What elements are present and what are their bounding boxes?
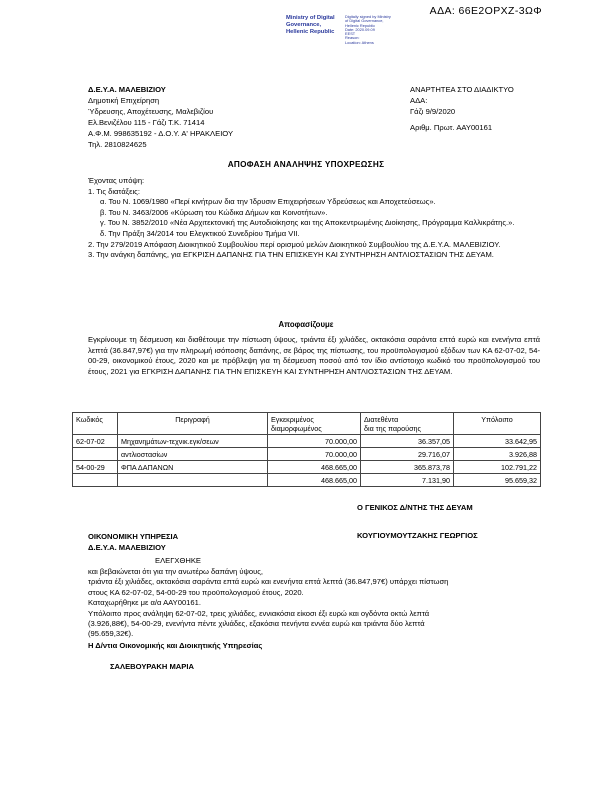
signature-detail-line: of Digital Governance, bbox=[345, 18, 384, 24]
organization-line: Τηλ. 2810824625 bbox=[88, 140, 147, 149]
decision-body: Εγκρίνουμε τη δέσμευση και διαθέτουμε την πίστωση ύψους, τριάντα έξι χιλιάδες, οκτακόσια σαράντα επτά ευρώ και ενενήντα επτά λεπτά (36.847,97€) για την πληρωμή ισόποσης δαπάνης, σε βάρος της πίστωσης, του προϋπολογισμού εξόδων των ΚΑ 62-07-02, 54-00-29, οικονομικού έτους, 2020 και με πρόβλεψη για τη δέσμευση ποσού από τον ίδιο αντίστοιχο κωδικό του προϋπολογισμού του έτους, 2021 για ΕΓΚΡΙΣΗ ΔΑΠΑΝΗΣ ΓΙΑ ΤΗΝ ΕΠΙΣΚΕΥΗ ΚΑΙ ΣΥΝΤΗΡΗΣΗ ΑΝΤΛΙΟΣΤΑΣΙΩΝ ΤΗΣ ΔΕΥΑΜ. bbox=[88, 335, 540, 376]
table-row bbox=[73, 474, 541, 487]
protocol-number: Αριθμ. Πρωτ. ΑΑΥ00161 bbox=[410, 123, 493, 132]
table-row bbox=[73, 435, 541, 448]
verification-line: στους ΚΑ 62-07-02, 54-00-29 του προϋπολογισμού έτους, 2020. bbox=[88, 587, 304, 597]
having-regard-label: Έχοντας υπόψη: bbox=[88, 176, 145, 185]
document-title: ΑΠΟΦΑΣΗ ΑΝΑΛΗΨΗΣ ΥΠΟΧΡΕΩΣΗΣ bbox=[227, 160, 385, 169]
cell-description bbox=[118, 474, 268, 487]
finance-department-line: Δ.Ε.Υ.Α. ΜΑΛΕΒΙΖΙΟΥ bbox=[88, 543, 166, 552]
organization-line: Α.Φ.Μ. 998635192 - Δ.Ο.Υ. Α' ΗΡΑΚΛΕΙΟΥ bbox=[88, 129, 234, 138]
verification-block bbox=[88, 567, 548, 640]
provision-b: β. Του Ν. 3463/2006 «Κύρωση του Κώδικα Δήμων και Κοινοτήτων». bbox=[100, 207, 328, 217]
preamble bbox=[88, 176, 540, 261]
finance-director-title: Η Δ/ντια Οικονομικής και Διοικητικής Υπηρεσίας bbox=[88, 641, 263, 650]
ada-number: ΑΔΑ: 66Ε2ΟΡΧΖ-3ΩΦ bbox=[429, 5, 542, 17]
verification-line: (3.926,88€), 54-00-29, ενενήντα πέντε χιλιάδες, εξακόσια πενήντα εννέα ευρώ και τριάντα δύο λεπτά bbox=[88, 619, 425, 629]
signature-details bbox=[345, 15, 409, 45]
ministry-line: Ministry of Digital bbox=[286, 15, 335, 21]
cell-balance: 102.791,22 bbox=[454, 461, 541, 474]
organization-line: Δημοτική Επιχείρηση bbox=[88, 96, 160, 105]
table-row bbox=[73, 461, 541, 474]
verification-line: Καταχωρήθηκε με α/α ΑΑΥ00161. bbox=[88, 598, 201, 608]
provision-d: δ. Την Πράξη 34/2014 του Ελεγκτικού Συνεδρίου Τμήμα VII. bbox=[100, 228, 300, 238]
cell-approved: 468.665,00 bbox=[268, 474, 361, 487]
cell-code: 54-00-29 bbox=[73, 461, 118, 474]
budget-table bbox=[72, 412, 541, 487]
signature-detail-line: Reason: bbox=[345, 35, 360, 41]
cell-description: αντλιοστασίων bbox=[118, 448, 268, 461]
organization-line: Ύδρευσης, Αποχέτευσης, Μαλεβιζίου bbox=[88, 107, 214, 116]
verification-line: και βεβαιώνεται ότι για την ανωτέρω δαπάνη ύψους, bbox=[88, 567, 264, 576]
column-header-code: Κωδικός bbox=[73, 413, 118, 435]
verification-line: τριάντα έξι χιλιάδες, οκτακόσια σαράντα επτά ευρώ και ενενήντα επτά λεπτά (36.847,97€) υπάρχει πίστωση bbox=[88, 577, 449, 587]
column-header-disposed bbox=[361, 413, 454, 435]
general-director-name: ΚΟΥΓΙΟΥΜΟΥΤΖΑΚΗΣ ΓΕΩΡΓΙΟΣ bbox=[357, 531, 478, 540]
cell-description: Μηχανημάτων-τεχνικ.εγκ/σεων bbox=[118, 435, 268, 448]
cell-disposed: 29.716,07 bbox=[361, 448, 454, 461]
verification-line: Υπόλοιπο προς ανάληψη 62-07-02, τρεις χιλιάδες, εννιακόσια είκοσι έξι ευρώ και ογδόντα οκτώ λεπτά bbox=[88, 608, 430, 618]
ada-label: ΑΔΑ: bbox=[410, 96, 428, 105]
ministry-line: Hellenic Republic bbox=[286, 29, 335, 35]
preamble-item-3: 3. Την ανάγκη δαπάνης, για ΕΓΚΡΙΣΗ ΔΑΠΑΝΗΣ ΓΙΑ ΤΗΝ ΕΠΙΣΚΕΥΗ ΚΑΙ ΣΥΝΤΗΡΗΣΗ ΑΝΤΛΙΟΣΤΑΣΙΩΝ ΤΗΣ ΔΕΥΑΜ. bbox=[88, 250, 494, 260]
finance-department-line: ΟΙΚΟΝΟΜΙΚΗ ΥΠΗΡΕΣΙΑ bbox=[88, 532, 179, 541]
cell-approved: 70.000,00 bbox=[268, 435, 361, 448]
provision-c: γ. Του Ν. 3852/2010 «Νέα Αρχιτεκτονική της Αυτοδιοίκησης και της Αποκεντρωμένης Διοίκησης, Πρόγραμμα Καλλικράτης.». bbox=[100, 218, 515, 228]
column-header-balance: Υπόλοιπο bbox=[454, 413, 541, 435]
preamble-item-2: 2. Την 279/2019 Απόφαση Διοικητικού Συμβουλίου περί ορισμού μελών Διοικητικού Συμβουλίου της Δ.Ε.Υ.Α. ΜΑΛΕΒΙΖΙΟΥ. bbox=[88, 239, 501, 249]
cell-disposed: 365.873,78 bbox=[361, 461, 454, 474]
organization-line: Ελ.Βενιζέλου 115 - Γάζι Τ.Κ. 71414 bbox=[88, 118, 205, 127]
finance-director-name: ΣΑΛΕΒΟΥΡΑΚΗ ΜΑΡΙΑ bbox=[110, 662, 194, 671]
cell-disposed: 7.131,90 bbox=[361, 474, 454, 487]
digital-signature-stamp bbox=[286, 15, 409, 45]
column-header-disposed-line: δια της παρούσης bbox=[364, 423, 421, 433]
meta-block bbox=[410, 84, 514, 133]
cell-code bbox=[73, 448, 118, 461]
verification-line: (95.659,32€). bbox=[88, 629, 134, 639]
signature-detail-line: Digitally signed by Ministry bbox=[345, 14, 391, 19]
cell-balance: 95.659,32 bbox=[454, 474, 541, 487]
table-header-row bbox=[73, 413, 541, 435]
table-row bbox=[73, 448, 541, 461]
internet-posting-label: ΑΝΑΡΤΗΤΕΑ ΣΤΟ ΔΙΑΔΙΚΤΥΟ bbox=[410, 85, 514, 94]
finance-department-block bbox=[88, 531, 178, 553]
cell-approved: 468.665,00 bbox=[268, 461, 361, 474]
place-date: Γάζι 9/9/2020 bbox=[410, 107, 456, 116]
organization-block bbox=[88, 84, 233, 150]
column-header-approved-line: Εγκεκριμένος bbox=[271, 414, 314, 424]
organization-name: Δ.Ε.Υ.Α. ΜΑΛΕΒΙΖΙΟΥ bbox=[88, 85, 166, 94]
cell-code bbox=[73, 474, 118, 487]
cell-code: 62-07-02 bbox=[73, 435, 118, 448]
checked-label: ΕΛΕΓΧΘΗΚΕ bbox=[155, 556, 201, 565]
ministry-logo-text bbox=[286, 15, 340, 45]
column-header-disposed-line: Διατεθέντα bbox=[364, 414, 399, 424]
column-header-approved bbox=[268, 413, 361, 435]
signature-detail-line: Location: Athens bbox=[345, 39, 374, 45]
signature-detail-line: EEST bbox=[345, 31, 356, 37]
provision-a: α. Του Ν. 1069/1980 «Περί κινήτρων δια την Ίδρυσιν Επιχειρήσεων Υδρεύσεως και Αποχετεύσεως». bbox=[100, 197, 436, 207]
cell-balance: 3.926,88 bbox=[454, 448, 541, 461]
signature-detail-line: Hellenic Republic bbox=[345, 22, 376, 28]
column-header-approved-line: διαμορφωμένος bbox=[271, 423, 322, 433]
signature-detail-line: Date: 2020.09.09 bbox=[345, 26, 375, 32]
ministry-line: Governance, bbox=[286, 22, 322, 28]
decision-heading: Αποφασίζουμε bbox=[278, 320, 334, 329]
general-director-title: Ο ΓΕΝΙΚΟΣ Δ/ΝΤΗΣ ΤΗΣ ΔΕΥΑΜ bbox=[357, 503, 473, 512]
cell-approved: 70.000,00 bbox=[268, 448, 361, 461]
cell-description: ΦΠΑ ΔΑΠΑΝΩΝ bbox=[118, 461, 268, 474]
cell-balance: 33.642,95 bbox=[454, 435, 541, 448]
cell-disposed: 36.357,05 bbox=[361, 435, 454, 448]
preamble-item-1: 1. Τις διατάξεις: bbox=[88, 186, 140, 196]
column-header-description: Περιγραφή bbox=[118, 413, 268, 435]
